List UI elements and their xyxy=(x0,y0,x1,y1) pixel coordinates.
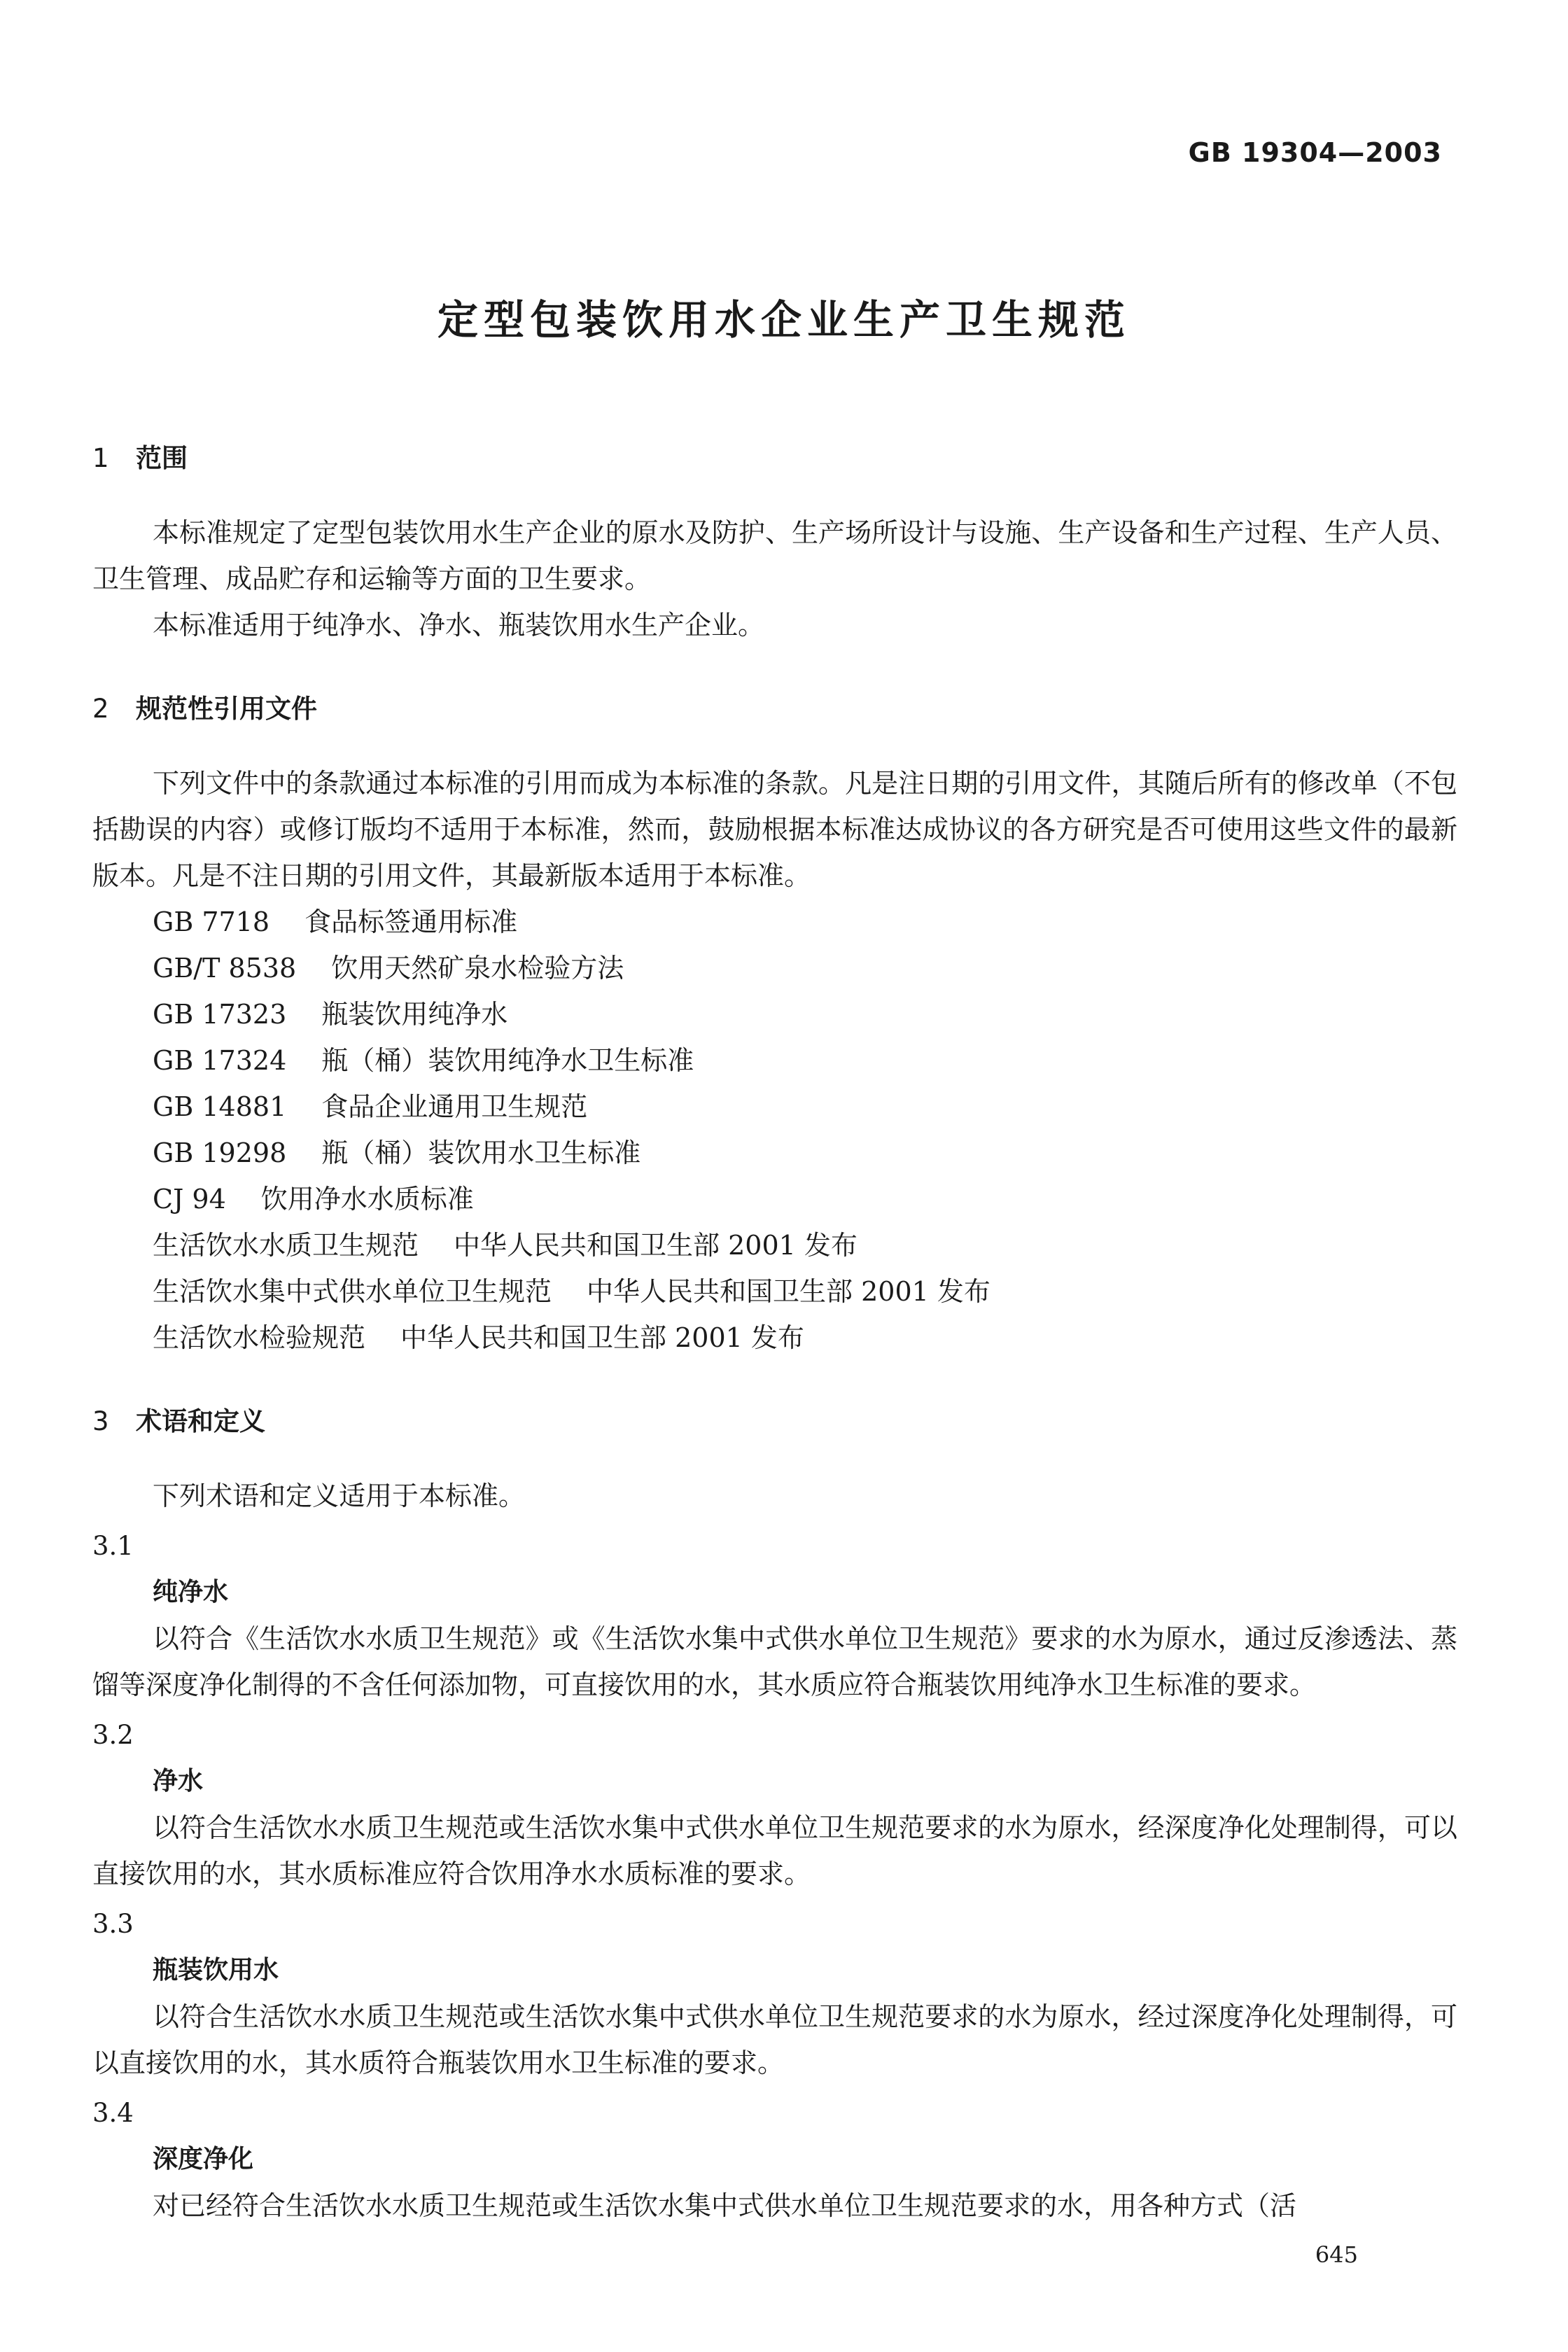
reference-code: 生活饮水水质卫生规范 xyxy=(153,1230,419,1261)
term-definition: 对已经符合生活饮水水质卫生规范或生活饮水集中式供水单位卫生规范要求的水，用各种方式（活 xyxy=(153,2190,1297,2221)
reference-list xyxy=(92,899,1457,1361)
reference-code: GB 7718 xyxy=(153,906,270,937)
document-body xyxy=(92,420,1457,2229)
term-entry xyxy=(92,1901,1457,2086)
reference-title: 中华人民共和国卫生部 2001 发布 xyxy=(587,1276,990,1307)
page-number: 645 xyxy=(1315,2241,1358,2268)
section-heading-1 xyxy=(92,435,1457,482)
section-heading-2 xyxy=(92,686,1457,732)
section-title: 术语和定义 xyxy=(136,1406,265,1436)
paragraph: 下列术语和定义适用于本标准。 xyxy=(153,1480,526,1511)
term-definition: 以符合《生活饮水水质卫生规范》或《生活饮水集中式供水单位卫生规范》要求的水为原水，通过反渗透法、蒸馏等深度净化制得的不含任何添加物，可直接饮用的水，其水质应符合瓶装饮用纯净水卫生标准的要求。 xyxy=(92,1623,1457,1700)
paragraph: 下列文件中的条款通过本标准的引用而成为本标准的条款。凡是注日期的引用文件，其随后所有的修改单（不包括勘误的内容）或修订版均不适用于本标准，然而，鼓励根据本标准达成协议的各方研究是否可使用这些文件的最新版本。凡是不注日期的引用文件，其最新版本适用于本标准。 xyxy=(92,768,1457,891)
term-entry xyxy=(92,1712,1457,1897)
term-name: 纯净水 xyxy=(153,1578,229,1606)
section-title: 范围 xyxy=(136,443,188,473)
reference-item xyxy=(92,991,1457,1037)
reference-item xyxy=(92,1130,1457,1176)
paragraph: 本标准规定了定型包装饮用水生产企业的原水及防护、生产场所设计与设施、生产设备和生产过程、生产人员、卫生管理、成品贮存和运输等方面的卫生要求。 xyxy=(92,517,1457,594)
reference-item xyxy=(92,1176,1457,1222)
standard-number: GB 19304—2003 xyxy=(1188,137,1442,168)
reference-code: GB/T 8538 xyxy=(153,953,297,983)
clause-number: 3.1 xyxy=(92,1531,134,1561)
section-number: 3 xyxy=(92,1406,109,1436)
reference-title: 食品标签通用标准 xyxy=(304,906,518,937)
clause-number: 3.2 xyxy=(92,1720,134,1750)
reference-code: GB 17324 xyxy=(153,1045,287,1076)
term-name: 深度净化 xyxy=(153,2145,254,2174)
reference-item xyxy=(92,1315,1457,1361)
term-entry xyxy=(92,1523,1457,1708)
term-entry xyxy=(92,2090,1457,2229)
reference-code: CJ 94 xyxy=(153,1184,226,1214)
reference-item xyxy=(92,1268,1457,1315)
reference-code: GB 14881 xyxy=(153,1091,287,1122)
section-number: 2 xyxy=(92,694,109,724)
section-heading-3 xyxy=(92,1399,1457,1445)
reference-item xyxy=(92,1037,1457,1084)
reference-title: 饮用天然矿泉水检验方法 xyxy=(331,953,624,983)
term-name: 瓶装饮用水 xyxy=(153,1956,279,1984)
reference-code: 生活饮水检验规范 xyxy=(153,1322,366,1353)
reference-item xyxy=(92,1222,1457,1268)
clause-number: 3.4 xyxy=(92,2098,134,2128)
document-title: 定型包装饮用水企业生产卫生规范 xyxy=(437,296,1130,344)
reference-item xyxy=(92,945,1457,991)
reference-title: 瓶（桶）装饮用纯净水卫生标准 xyxy=(321,1045,694,1076)
term-definition: 以符合生活饮水水质卫生规范或生活饮水集中式供水单位卫生规范要求的水为原水，经过深度净化处理制得，可以直接饮用的水，其水质符合瓶装饮用水卫生标准的要求。 xyxy=(92,2001,1457,2078)
clause-number: 3.3 xyxy=(92,1909,134,1939)
reference-title: 食品企业通用卫生规范 xyxy=(321,1091,588,1122)
reference-title: 中华人民共和国卫生部 2001 发布 xyxy=(454,1230,858,1261)
paragraph: 本标准适用于纯净水、净水、瓶装饮用水生产企业。 xyxy=(153,610,765,640)
reference-title: 中华人民共和国卫生部 2001 发布 xyxy=(400,1322,804,1353)
section-number: 1 xyxy=(92,443,109,473)
reference-title: 饮用净水水质标准 xyxy=(260,1184,474,1214)
reference-title: 瓶（桶）装饮用水卫生标准 xyxy=(321,1138,641,1168)
term-name: 净水 xyxy=(153,1767,204,1795)
reference-title: 瓶装饮用纯净水 xyxy=(321,999,508,1030)
reference-code: 生活饮水集中式供水单位卫生规范 xyxy=(153,1276,552,1307)
reference-code: GB 17323 xyxy=(153,999,287,1030)
reference-code: GB 19298 xyxy=(153,1138,287,1168)
term-definition: 以符合生活饮水水质卫生规范或生活饮水集中式供水单位卫生规范要求的水为原水，经深度净化处理制得，可以直接饮用的水，其水质标准应符合饮用净水水质标准的要求。 xyxy=(92,1812,1457,1889)
section-title: 规范性引用文件 xyxy=(136,694,317,724)
reference-item xyxy=(92,899,1457,945)
reference-item xyxy=(92,1084,1457,1130)
